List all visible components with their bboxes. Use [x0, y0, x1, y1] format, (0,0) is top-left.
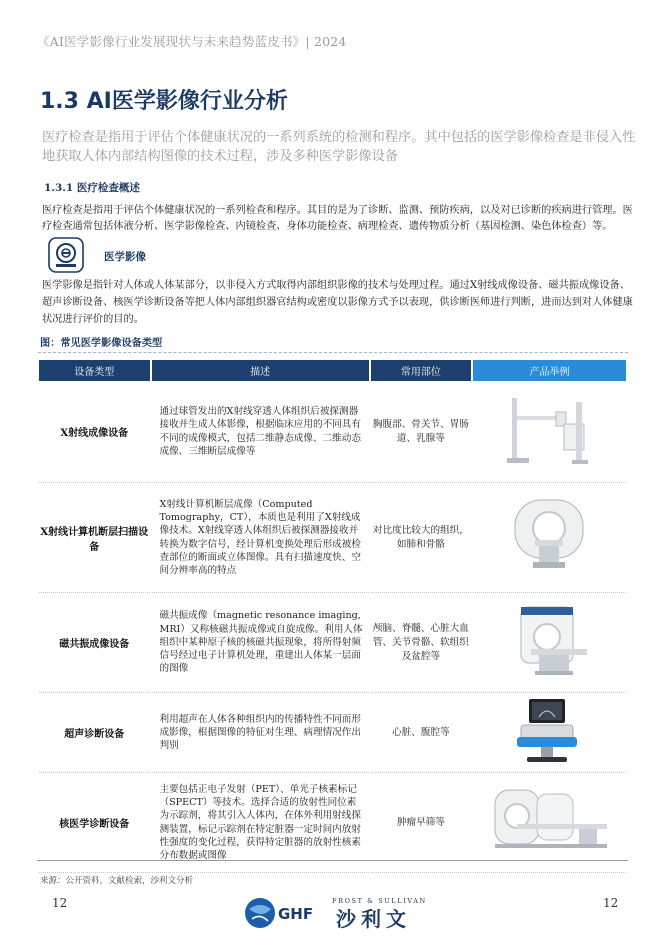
equipment-parts: 胸腹部、骨关节、胃肠道、乳腺等 [371, 381, 471, 483]
ultrasound-machine-icon [509, 697, 589, 765]
equipment-parts: 肿瘤早筛等 [371, 773, 471, 873]
medical-imaging-title: 医学影像 [104, 251, 146, 263]
equipment-description: 利用超声在人体各种组织内的传播特性不同而形成影像，根据图像的特征对生理、病理情况作出判别 [152, 693, 369, 773]
source-note: 来源：公开资料，文献检索，沙利文分析 [40, 876, 194, 886]
section-intro: 医疗检查是指用于评估个体健康状况的一系列系统的检测和程序。其中包括的医学影像检查是非侵入性地获取人体内部结构图像的技术过程，涉及多种医学影像设备 [42, 130, 636, 164]
ghf-logo [240, 893, 320, 933]
table-row [39, 381, 626, 483]
column-header-type: 设备类型 [39, 360, 150, 381]
paragraph-medical-exam: 医疗检查是指用于评估个体健康状况的一系列检查和程序。其目的是为了诊断、监测、预防疾病，以及对已诊断的疾病进行管理。医疗检查通常包括体液分析、医学影像检查、内镜检查、身体功能检查、病理检查、遗传物质分析（基因检测、染色体检查）等。 [42, 205, 633, 232]
table-row [39, 773, 626, 873]
equipment-parts: 对比度比较大的组织，如肺和骨骼 [371, 483, 471, 593]
equipment-type: X射线计算机断层扫描设备 [39, 483, 150, 593]
table-row [39, 483, 626, 593]
frost-sullivan-logo [330, 893, 440, 933]
equipment-type: X射线成像设备 [39, 381, 150, 483]
page-number-right: 12 [603, 896, 619, 910]
mri-scanner-icon [509, 603, 589, 679]
column-header-product: 产品举例 [473, 360, 626, 381]
footer-divider [37, 860, 628, 861]
frost-sullivan-logo-cn: 沙利文 [336, 907, 411, 931]
table-row [39, 693, 626, 773]
table-row [39, 593, 626, 693]
figure-caption: 图：常见医学影像设备类型 [40, 337, 163, 349]
equipment-type: 磁共振成像设备 [39, 593, 150, 693]
subsection-title: 1.3.1 医疗检查概述 [44, 182, 140, 194]
ct-scanner-icon [509, 496, 589, 576]
caption-divider [38, 352, 628, 353]
equipment-description: 磁共振成像（magnetic resonance imaging, MRI）又称核磁共振成像或自旋成像。利用人体组织中某种原子核的核磁共振现象，将所得射频信号经过电子计算机处理，重建出人体某一层面的图像 [152, 593, 369, 693]
equipment-description: 通过球管发出的X射线穿透人体组织后被探测器接收并生成人体影像，根据临床应用的不同具有不同的成像模式，包括二维静态成像、二维动态成像、三维断层成像等 [152, 381, 369, 483]
frost-sullivan-logo-en: FROST & SULLIVAN [332, 897, 427, 905]
equipment-description: 主要包括正电子发射（PET）、单光子核素标记（SPECT）等技术。选择合适的放射性同位素为示踪剂，将其引入人体内，在体外利用射线探测装置，标记示踪剂在特定脏器一定时间内放射性强度的变化过程，获得特定脏器的放射性核素分布数据或图像 [152, 773, 369, 873]
medical-imaging-icon [48, 237, 84, 273]
table-header-row [39, 360, 626, 381]
x-ray-machine-icon [504, 394, 594, 466]
equipment-description: X射线计算机断层成像（Computed Tomography，CT），本质也是利用了X射线成像技术。X射线穿透人体组织后被探测器接收并转换为数字信号，经计算机变换处理后形成被检查部位的断面或立体图像。具有扫描速度快、空间分辨率高的特点 [152, 483, 369, 593]
report-header: 《AI医学影像行业发展现状与未来趋势蓝皮书》| 2024 [37, 34, 347, 49]
page-number-left: 12 [52, 896, 68, 910]
equipment-table [37, 360, 628, 873]
ghf-logo-text: GHF [278, 905, 314, 923]
equipment-parts: 心脏、腹腔等 [371, 693, 471, 773]
column-header-description: 描述 [152, 360, 369, 381]
column-header-parts: 常用部位 [371, 360, 471, 381]
page-title: 1.3 AI医学影像行业分析 [40, 89, 288, 114]
pet-scanner-icon [487, 786, 611, 856]
paragraph-medical-imaging: 医学影像是指针对人体或人体某部分，以非侵入方式取得内部组织影像的技术与处理过程。通过X射线成像设备、磁共振成像设备、超声诊断设备、核医学诊断设备等把人体内部组织器官结构或密度以影像方式予以表现，供诊断医师进行判断，进而达到对人体健康状况进行评价的目的。 [42, 280, 633, 325]
equipment-parts: 颅脑、脊髓、心脏大血管、关节骨骼、软组织及盆腔等 [371, 593, 471, 693]
equipment-type: 超声诊断设备 [39, 693, 150, 773]
equipment-type: 核医学诊断设备 [39, 773, 150, 873]
